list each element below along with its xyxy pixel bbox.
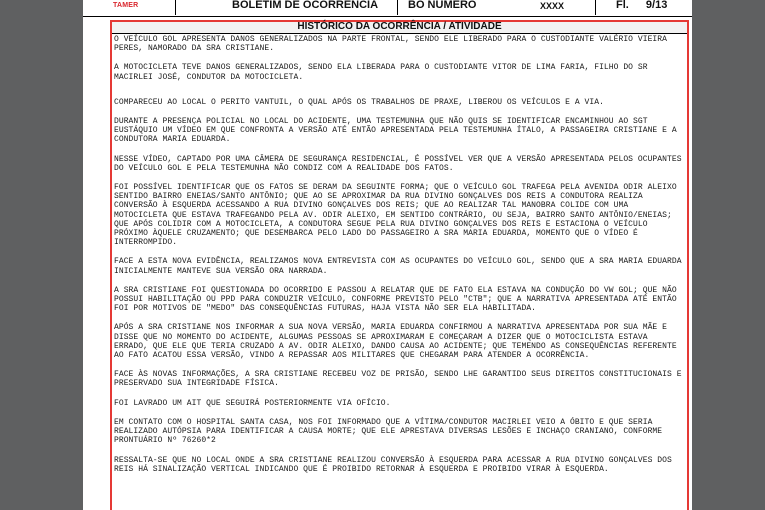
history-text [112,34,687,474]
highlighted-history-section [110,20,689,510]
page-label: Fl. [616,0,629,11]
paragraph: FACE ÀS NOVAS INFORMAÇÕES, A SRA CRISTIANE RECEBEU VOZ DE PRISÃO, SENDO LHE GARANTIDO SEUS DIREITOS CONSTITUCIONAIS E PRESERVADO SUA INTEGRIDADE FÍSICA. [114,370,682,389]
page-number-cell [595,0,692,15]
bo-number-cell [397,0,595,15]
page-number: 9/13 [645,0,668,11]
paragraph: RESSALTA-SE QUE NO LOCAL ONDE A SRA CRISTIANE REALIZOU CONVERSÃO À ESQUERDA PARA ACESSAR A RUA DIVINO GONÇALVES DOS REIS HÁ SINALIZAÇÃO VERTICAL INDICANDO QUE É PROIBIDO RETORNAR À ESQUERDA E PROIBIDO VIRAR À ESQUERDA. [114,455,672,474]
doc-title-cell [175,0,397,15]
bo-number-label: BO NÚMERO [408,0,477,11]
paragraph: FACE A ESTA NOVA EVIDÊNCIA, REALIZAMOS NOVA ENTREVISTA COM AS OCUPANTES DO VEÍCULO GOL, SENDO QUE A SRA MARIA EDUARDA INICIALMENTE MANTEVE SUA VERSÃO ORA NARRADA. [114,257,682,276]
paragraph: DURANTE A PRESENÇA POLICIAL NO LOCAL DO ACIDENTE, UMA TESTEMUNHA QUE NÃO QUIS SE IDENTIFICAR ENCAMINHOU AO SGT EUSTÁQUIO UM VÍDEO EM QUE CONFRONTA A VERSÃO ATÉ ENTÃO APRESENTADA PELA TESTEMUNHA ÍTALO, A PASSAGEIRA CRISTIANE E A CONDUTORA MARIA EDUARDA. [114,117,677,145]
paragraph: EM CONTATO COM O HOSPITAL SANTA CASA, NOS FOI INFORMADO QUE A VÍTIMA/CONDUTOR MACIRLEI VEIO A ÓBITO E QUE SERIA REALIZADO AUTÓPSIA PARA IDENTIFICAR A CAUSA MORTE; QUE ELE APRESTAVA DIVERSAS LESÕES E INCHAÇO CRANIANO, CONFORME PRONTUÁRIO Nº 76260*2 [114,417,663,446]
paragraph: FOI LAVRADO UM AIT QUE SEGUIRÁ POSTERIORMENTE VIA OFÍCIO. [114,398,391,408]
bo-number-value: XXXX [540,1,565,11]
paragraph: COMPARECEU AO LOCAL O PERITO VANTUIL, O QUAL APÓS OS TRABALHOS DE PRAXE, LIBEROU OS VEÍCULOS E A VIA. [114,97,604,107]
paragraph: A SRA CRISTIANE FOI QUESTIONADA DO OCORRIDO E PASSOU A RELATAR QUE DE FATO ELA ESTAVA NA CONDUÇÃO DO VW GOL; QUE NÃO POSSUI HABILITAÇÃO OU PPD PARA CONDUZIR VEÍCULO, CONFORME PREVISTO PELO "CTB"; QUE A NARRATIVA APRESENTADA ATÉ ENTÃO FOI POR MOTIVOS DE "MEDO" DAS CONSEQUÊNCIAS FUTURAS, HAJA VISTA NÃO SER ELA HABILITADA. [114,285,677,314]
doc-title: BOLETIM DE OCORRÊNCIA [232,0,379,11]
paragraph: FOI POSSÍVEL IDENTIFICAR QUE OS FATOS SE DERAM DA SEGUINTE FORMA; QUE O VEÍCULO GOL TRAFEGA PELA AVENIDA ODIR ALEIXO SENTIDO BAIRRO ENEIAS/SANTO ANTÔNIO; QUE AO SE APROXIMAR DA RUA DIVINO GONÇALVES DOS REIS A CONDUTORA REALIZA CONVERSÃO À ESQUERDA ACESSANDO A RUA DIVINO GONÇALVES DOS REIS; QUE AO REALIZAR TAL MANOBRA COLIDE COM UMA MOTOCICLETA QUE ESTAVA TRAFEGANDO PELA AV. ODIR ALEIXO, EM SENTIDO CONTRÁRIO, OU SEJA, BAIRRO SANTO ANTÔNIO/ENEIAS; QUE APÓS COLIDIR COM A MOTOCICLETA, A CONDUTORA SEGUE PELA RUA DIVINO GONÇALVES DOS REIS E ESTACIONA O VEÍCULO PRÓXIMO ÀQUELE CRUZAMENTO; QUE DESEMBARCA PELO LADO DO PASSAGEIRO A SRA MARIA EDUARDA, MOMENTO QUE O VÍDEO É INTERROMPIDO. [114,183,677,248]
paragraph: O VEÍCULO GOL APRESENTA DANOS GENERALIZADOS NA PARTE FRONTAL, SENDO ELE LIBERADO PARA O CUSTODIANTE VALÉRIO VIEIRA PERES, NAMORADO DA SRA CRISTIANE. [114,35,667,54]
paragraph: APÓS A SRA CRISTIANE NOS INFORMAR A SUA NOVA VERSÃO, MARIA EDUARDA CONFIRMOU A NARRATIVA APRESENTADA POR SUA MÃE E DISSE QUE NO MOMENTO DO ACIDENTE, ALGUMAS PESSOAS SE APROXIMARAM E COMEÇARAM A DIZER QUE O MOTOCICLISTA ESTAVA ERRADO, QUE ELE QUE TERIA CRUZADO A AV. ODIR ALEIXO, DANDO CAUSA AO ACIDENTE; QUE TEMENDO AS CONSEQUÊNCIAS REFERENTE AO FATO ACATOU ESSA VERSÃO, VINDO A REPASSAR AOS MILITARES QUE CHEGARAM PARA ATENDER A OCORRÊNCIA. [114,323,677,361]
section-title: HISTÓRICO DA OCORRÊNCIA / ATIVIDADE [112,22,687,34]
document-page [83,0,692,510]
paragraph: NESSE VÍDEO, CAPTADO POR UMA CÂMERA DE SEGURANÇA RESIDENCIAL, É POSSÍVEL VER QUE A VERSÃO APRESENTADA PELOS OCUPANTES DO VEÍCULO GOL E PELA TESTEMUNHA NÃO CONDIZ COM A REALIDADE DOS FATOS. [114,154,682,173]
paragraph: A MOTOCICLETA TEVE DANOS GENERALIZADOS, SENDO ELA LIBERADA PARA O CUSTODIANTE VITOR DE LIMA FARIA, FILHO DO SR MACIRLEI JOSÉ, CONDUTOR DA MOTOCICLETA. [114,63,648,82]
agency-logo: TAMER [113,2,139,9]
form-header [83,0,692,17]
